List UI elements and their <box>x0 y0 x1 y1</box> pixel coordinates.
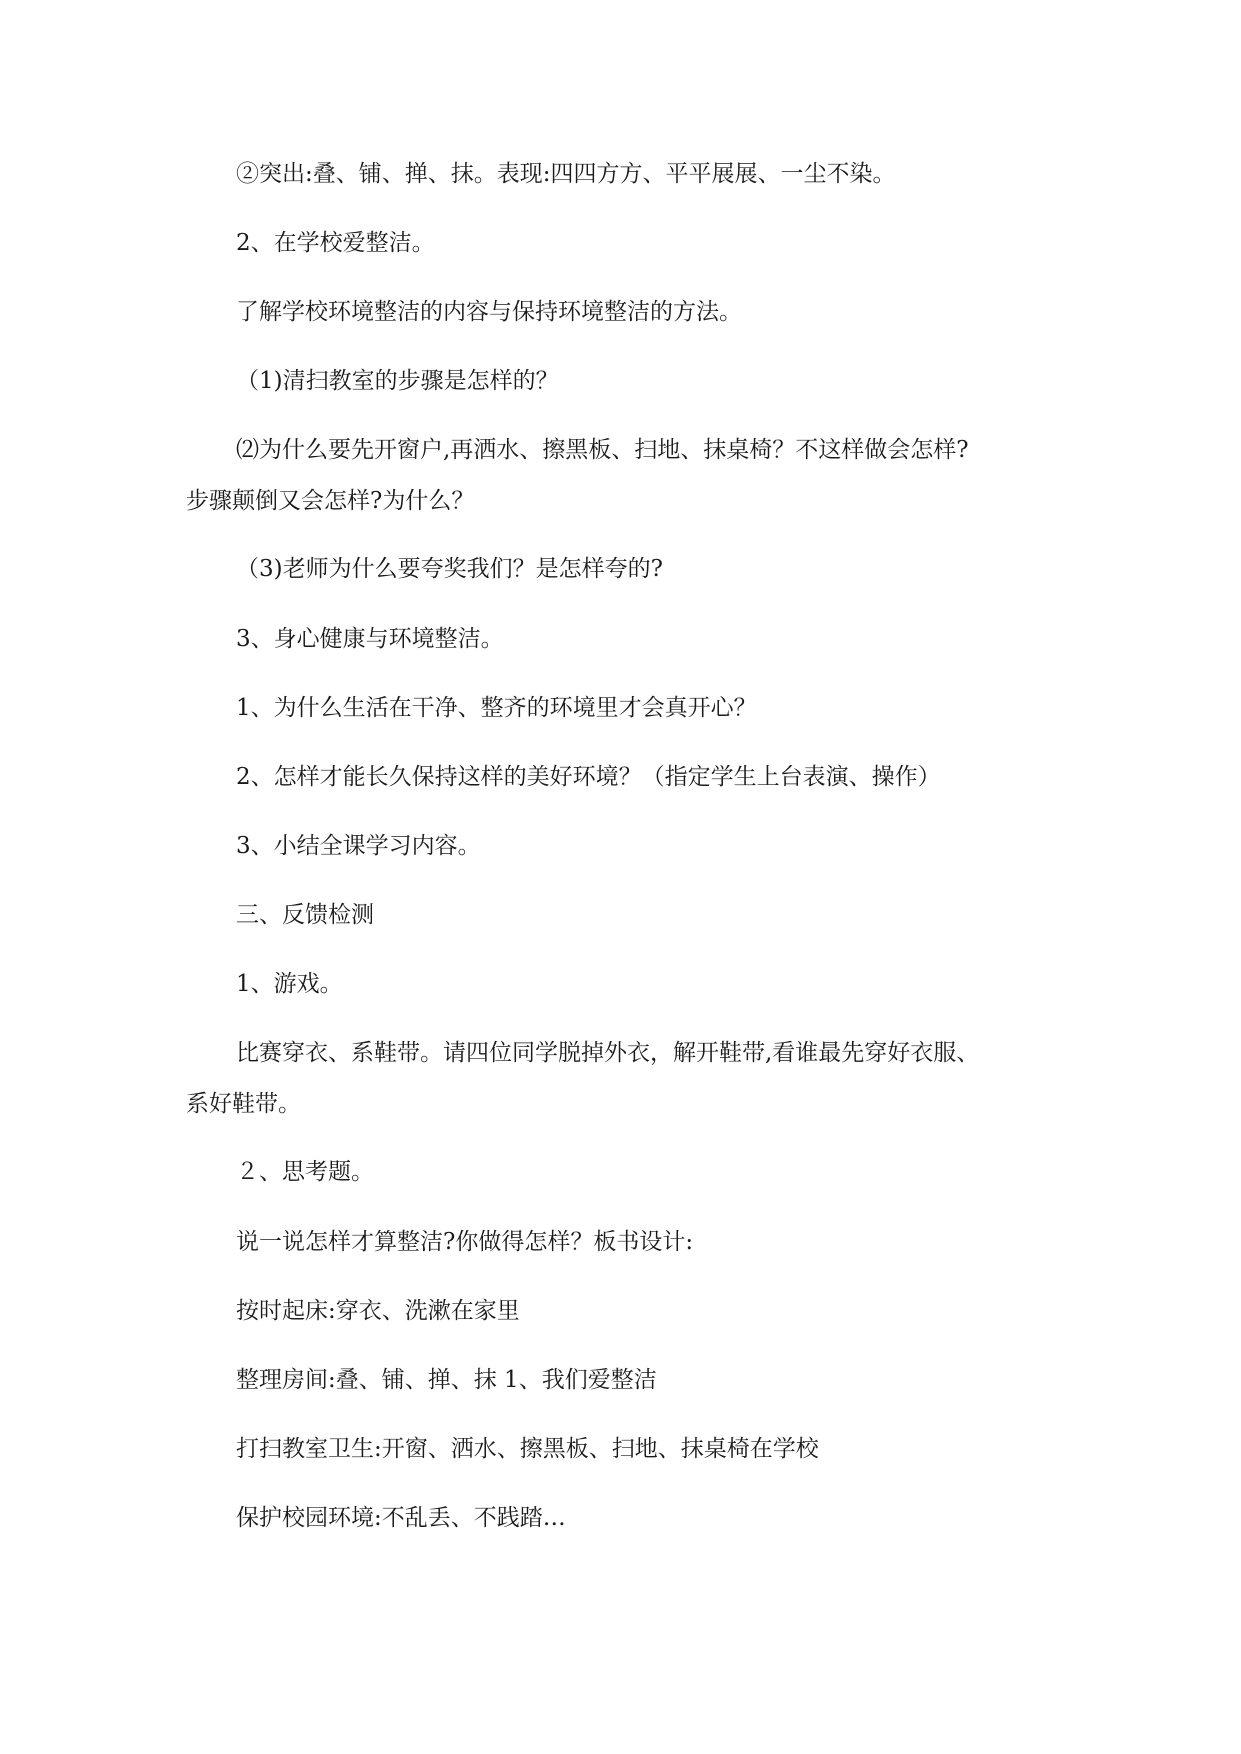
paragraph-line: 3、小结全课学习内容。 <box>236 833 481 859</box>
paragraph-line: 2、在学校爱整洁。 <box>236 230 435 256</box>
paragraph-line: 系好鞋带。 <box>186 1091 301 1117</box>
paragraph-line: 步骤颠倒又会怎样?为什么？ <box>186 488 475 514</box>
paragraph-line: 打扫教室卫生:开窗、洒水、擦黑板、扫地、抹桌椅在学校 <box>236 1436 819 1462</box>
paragraph-line: 保护校园环境:不乱丢、不践踏… <box>236 1505 566 1531</box>
paragraph-line: ⑵为什么要先开窗户,再洒水、擦黑板、扫地、抹桌椅？不这样做会怎样? <box>236 437 969 463</box>
paragraph-line: 按时起床:穿衣、洗漱在家里 <box>236 1298 520 1324</box>
paragraph-line: （1)清扫教室的步骤是怎样的？ <box>236 368 559 394</box>
paragraph-line: 比赛穿衣、系鞋带。请四位同学脱掉外衣，解开鞋带,看谁最先穿好衣服、 <box>236 1040 980 1066</box>
paragraph-line: 2、怎样才能长久保持这样的美好环境？（指定学生上台表演、操作） <box>236 764 941 790</box>
paragraph-line: （3)老师为什么要夸奖我们？是怎样夸的? <box>236 556 663 582</box>
paragraph-line: 3、身心健康与环境整洁。 <box>236 626 504 652</box>
paragraph-line: 三、反馈检测 <box>236 902 374 928</box>
paragraph-line: ２、思考题。 <box>236 1159 374 1185</box>
paragraph-line: ②突出:叠、铺、掸、抹。表现:四四方方、平平展展、一尘不染。 <box>236 161 896 187</box>
paragraph-line: 说一说怎样才算整洁?你做得怎样？板书设计: <box>236 1229 694 1255</box>
paragraph-line: 1、为什么生活在干净、整齐的环境里才会真开心？ <box>236 695 757 721</box>
paragraph-line: 整理房间:叠、铺、掸、抹 1、我们爱整洁 <box>236 1367 657 1393</box>
paragraph-line: 了解学校环境整洁的内容与保持环境整洁的方法。 <box>236 299 742 325</box>
paragraph-line: 1、游戏。 <box>236 971 343 997</box>
